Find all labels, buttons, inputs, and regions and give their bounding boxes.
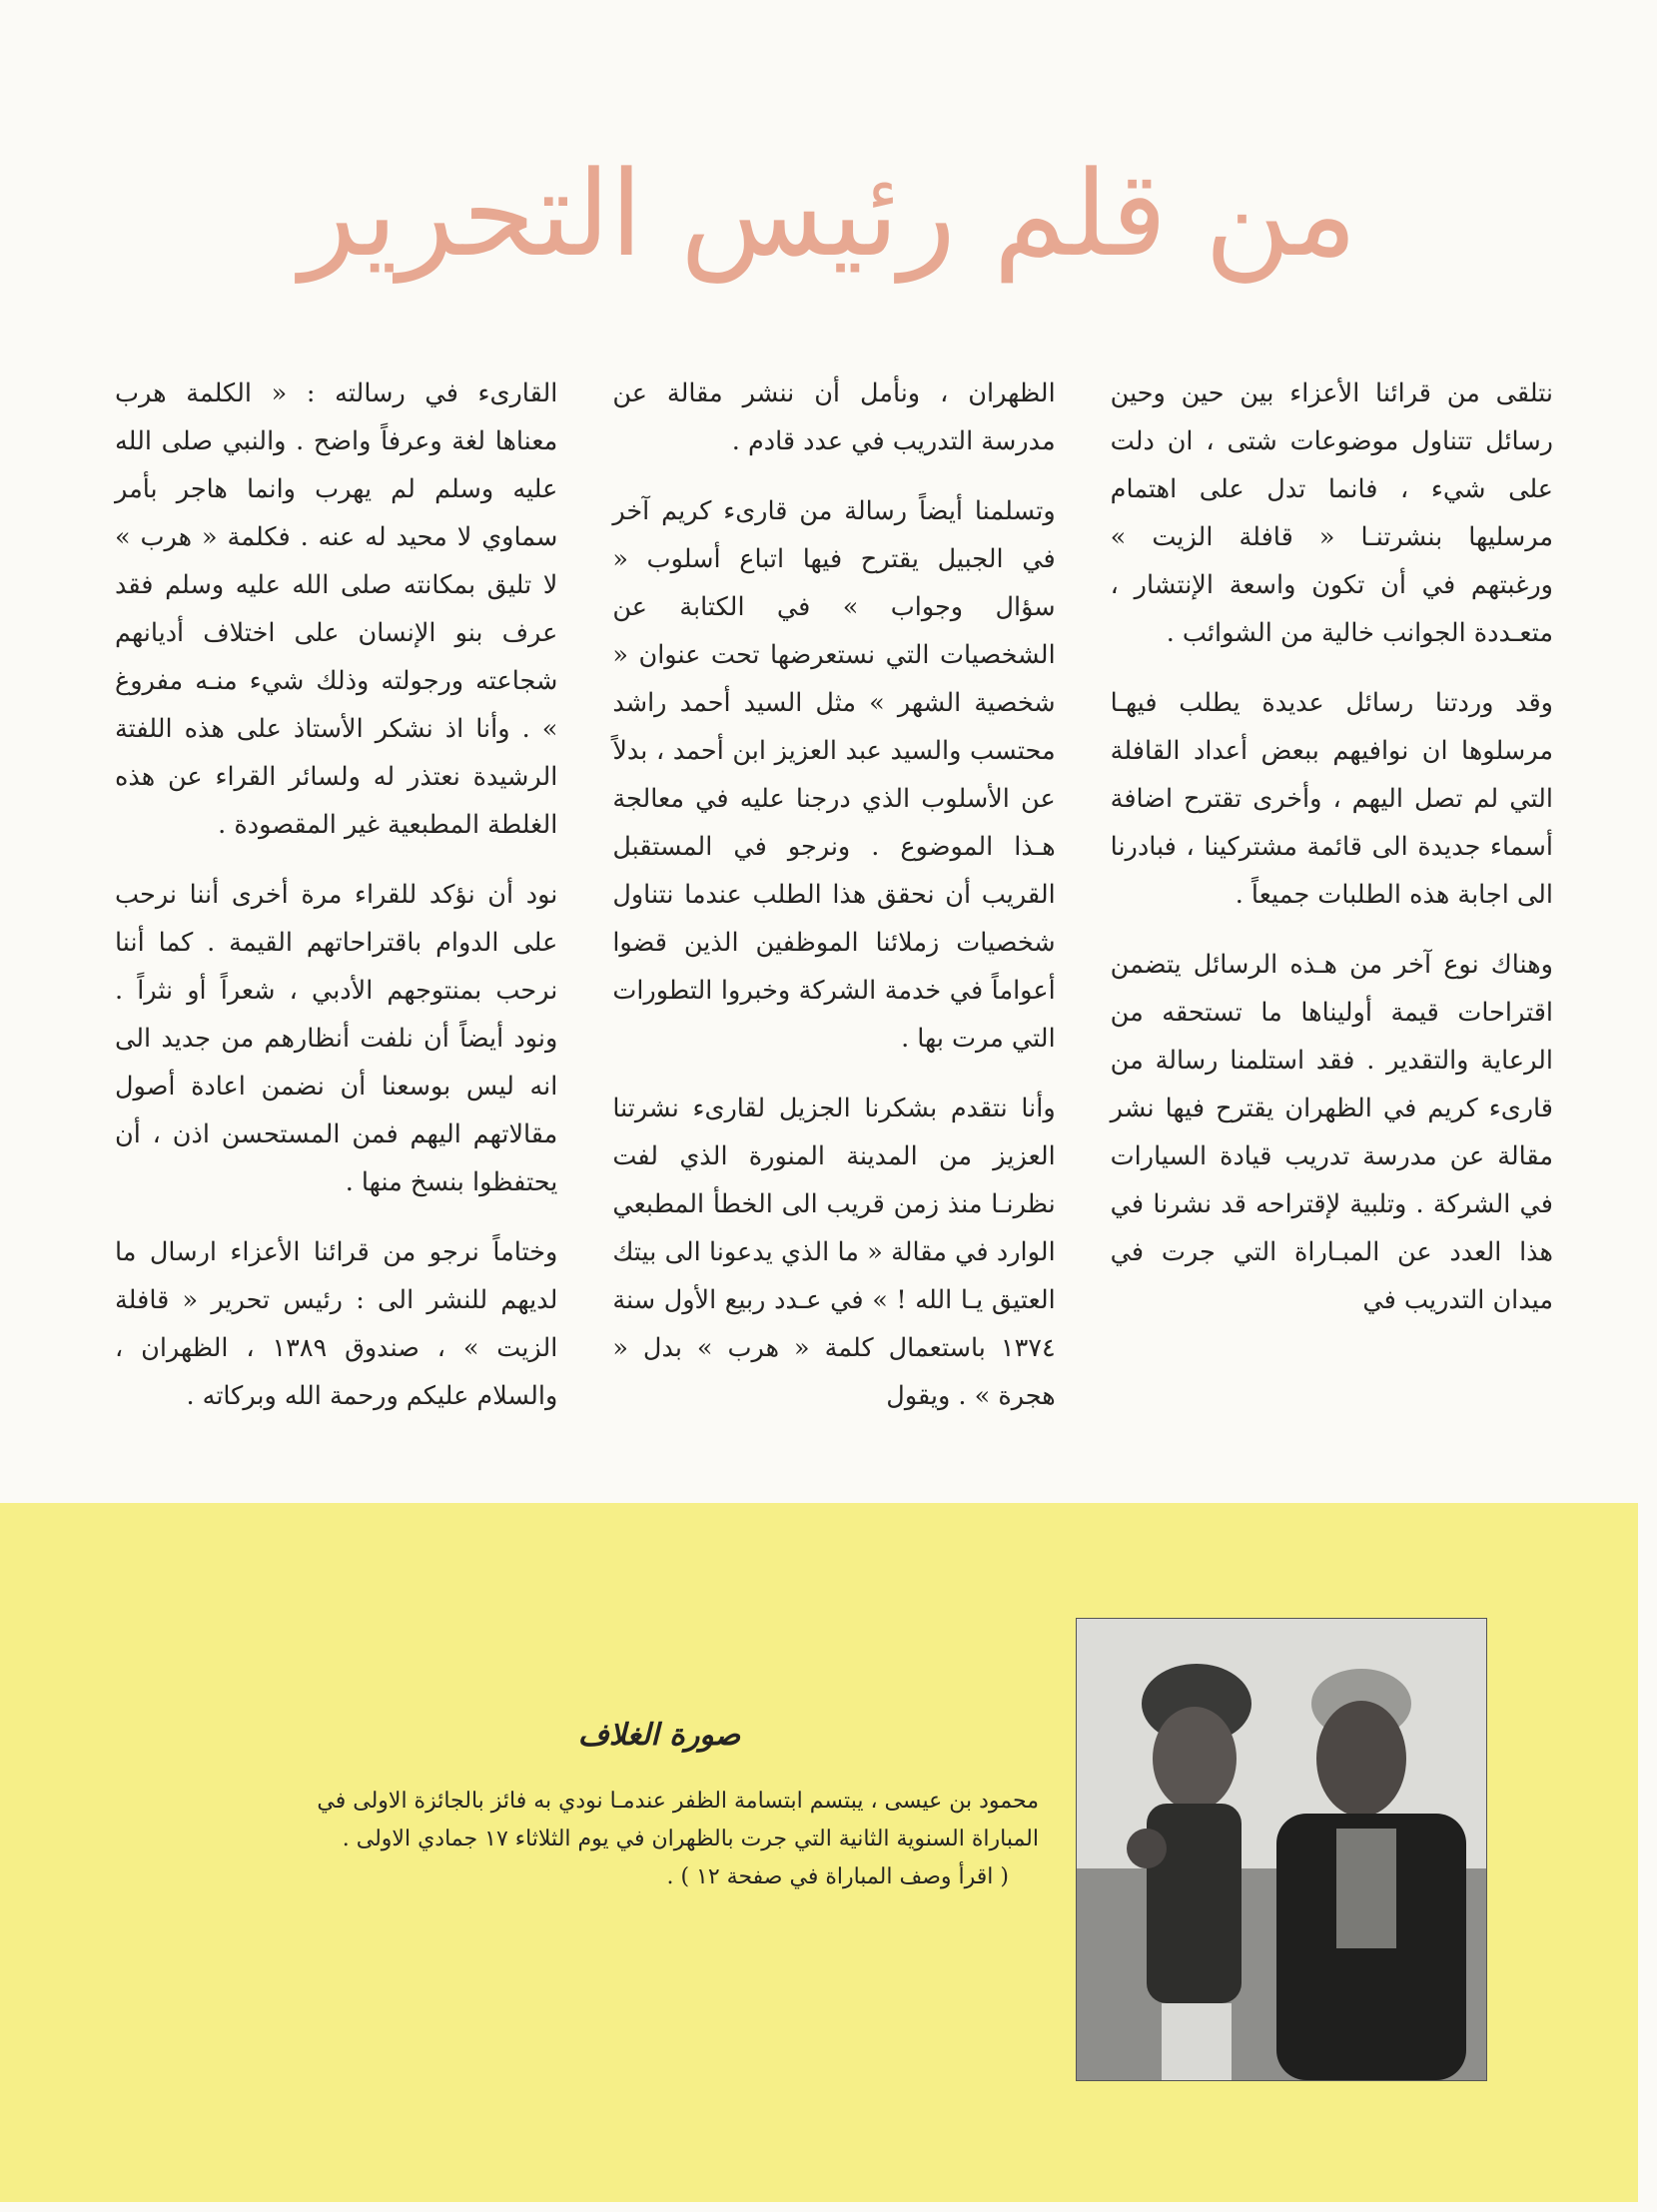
column-left	[115, 369, 558, 1411]
paragraph: وأنا نتقدم بشكرنا الجزيل لقارىء نشرتنا العزيز من المدينة المنورة الذي لفت نظرنـا منذ زمن قريب الى الخطأ المطبعي الوارد في مقالة « ما الذي يدعونا الى بيتك العتيق يـا الله ! » في عـدد ربيع الأول سنة ١٣٧٤ باستعمال كلمة « هرب » بدل « هجرة » . ويقول	[612, 1094, 1056, 1411]
column-middle	[612, 369, 1056, 1411]
paragraph: وقد وردتنا رسائل عديدة يطلب فيهـا مرسلوها ان نوافيهم ببعض أعداد القافلة التي لم تصل اليهم ، وأخرى تقترح اضافة أسماء جديدة الى قائمة مشتركينا ، فبادرنا الى اجابة هذه الطلبات جميعاً .	[1110, 688, 1553, 910]
column-right	[1111, 369, 1553, 1403]
paragraph: الظهران ، ونأمل أن ننشر مقالة عن مدرسة التدريب في عدد قادم .	[612, 378, 1056, 456]
paragraph: القارىء في رسالته : « الكلمة هرب معناها لغة وعرفاً واضح . والنبي صلى الله عليه وسلم لم يهرب وانما هاجر بأمر سماوي لا محيد له عنه . فكلمة « هرب » لا تليق بمكانته صلى الله عليه وسلم فقد عرف بنو الإنسان على اختلاف أديانهم شجاعته ورجولته وذلك شيء منـه مفروغ » . وأنا اذ نشكر الأستاذ على هذه اللفتة الرشيدة نعتذر له ولسائر القراء عن هذه الغلطة المطبعية غير المقصودة .	[115, 378, 558, 840]
caption-title: صورة الغلاف	[577, 1718, 741, 1753]
caption-text: محمود بن عيسى ، يبتسم ابتسامة الظفر عندمـا نودي به فائز بالجائزة الاولى في المباراة السنوية الثانية التي جرت بالظهران في يوم الثلاثاء ١٧ جمادي الاولى .	[317, 1789, 1039, 1851]
editorial-columns	[115, 369, 1553, 1411]
paragraph: وختاماً نرجو من قرائنا الأعزاء ارسال ما لديهم للنشر الى : رئيس تحرير « قافلة الزيت » ، صندوق ١٣٨٩ ، الظهران ، والسلام عليكم ورحمة الله وبركاته .	[115, 1237, 558, 1411]
cover-caption	[280, 1718, 1039, 1896]
paragraph: وتسلمنا أيضاً رسالة من قارىء كريم آخر في الجبيل يقترح فيها اتباع أسلوب « سؤال وجواب » في الكتابة عن الشخصيات التي نستعرضها تحت عنوان « شخصية الشهر » مثل السيد أحمد راشد محتسب والسيد عبد العزيز ابن أحمد ، بدلاً عن الأسلوب الذي درجنا عليه في معالجة هـذا الموضوع . ونرجو في المستقبل القريب أن نحقق هذا الطلب عندما نتناول شخصيات زملائنا الموظفين الذين قضوا أعواماً في خدمة الشركة وخبروا التطورات التي مرت بها .	[612, 496, 1056, 1054]
caption-reference: ( اقرأ وصف المباراة في صفحة ١٢ ) .	[666, 1864, 1009, 1889]
paragraph: وهناك نوع آخر من هـذه الرسائل يتضمن اقتراحات قيمة أوليناها ما تستحقه من الرعاية والتقدير . فقد استلمنا رسالة من قارىء كريم في الظهران يقترح فيها نشر مقالة عن مدرسة تدريب قيادة السيارات في الشركة . وتلبية لإقتراحه قد نشرنا في هذا العدد عن المبـاراة التي جرت في ميدان التدريب في	[1110, 950, 1553, 1315]
cover-photo-image	[1077, 1619, 1486, 2080]
cover-photo	[1076, 1618, 1487, 2081]
paragraph: نود أن نؤكد للقراء مرة أخرى أننا نرحب على الدوام باقتراحاتهم القيمة . كما أننا نرحب بمنتوجهم الأدبي ، شعراً أو نثراً . ونود أيضاً أن نلفت أنظارهم من جديد الى انه ليس بوسعنا أن نضمن اعادة أصول مقالاتهم اليهم فمن المستحسن اذن ، أن يحتفظوا بنسخ منها .	[115, 880, 558, 1197]
paragraph: نتلقى من قرائنا الأعزاء بين حين وحين رسائل تتناول موضوعات شتى ، ان دلت على شيء ، فانما تدل على اهتمام مرسليها بنشرتنـا « قافلة الزيت » ورغبتهم في أن تكون واسعة الإنتشار ، متعـددة الجوانب خالية من الشوائب .	[1110, 378, 1553, 648]
page-title: من قلم رئيس التحرير	[299, 145, 1357, 283]
